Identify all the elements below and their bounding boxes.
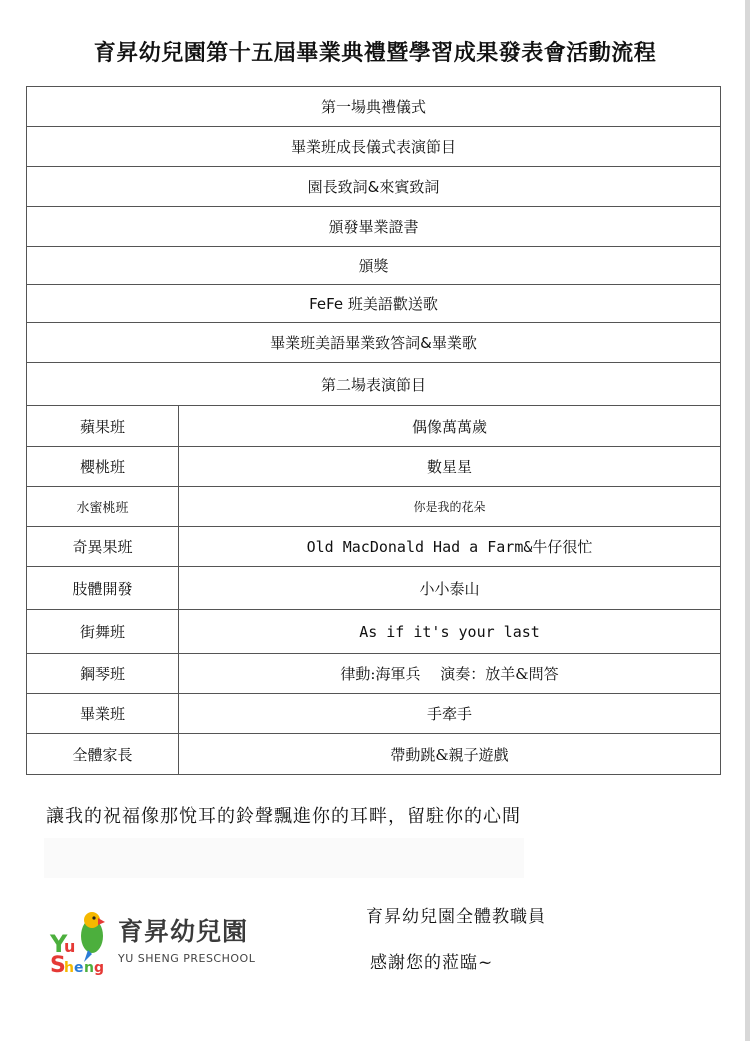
performance-title: 小小泰山	[419, 579, 480, 598]
performance-title: 手牽手	[426, 705, 472, 723]
ceremony-item: 畢業班成長儀式表演節目	[290, 138, 456, 156]
performance-row	[26, 527, 721, 567]
performance-row	[26, 487, 721, 527]
ceremony-item: 畢業班美語畢業致答詞&畢業歌	[270, 334, 477, 352]
performance-row	[26, 406, 721, 447]
performance-title: 律動:海軍兵 演奏：放羊&問答	[340, 665, 559, 683]
performance-class: 櫻桃班	[27, 447, 179, 486]
ceremony-item: FeFe 班美語歡送歌	[309, 295, 438, 313]
performance-row	[26, 694, 721, 734]
staff-signature: 育昇幼兒園全體教職員	[366, 907, 546, 927]
performance-class: 畢業班	[27, 694, 179, 733]
performance-class: 肢體開發	[27, 567, 179, 609]
ceremony-row	[26, 247, 721, 285]
ceremony-row	[26, 285, 721, 323]
performance-class: 水蜜桃班	[27, 487, 179, 526]
ceremony-row	[26, 207, 721, 247]
performance-row	[26, 567, 721, 610]
performance-row	[26, 654, 721, 694]
ceremony-row	[26, 363, 721, 406]
performance-class: 街舞班	[27, 610, 179, 653]
ceremony-row	[26, 167, 721, 207]
performance-title: 帶動跳&親子遊戲	[390, 745, 509, 764]
svg-text:e: e	[74, 960, 84, 976]
document-title: 育昇幼兒園第十五屆畢業典禮暨學習成果發表會活動流程	[93, 41, 657, 66]
performance-title: Old MacDonald Had a Farm&牛仔很忙	[306, 538, 593, 556]
school-logo	[48, 890, 338, 990]
program-table	[26, 86, 721, 775]
ceremony-item: 園長致詞&來賓致詞	[307, 178, 440, 196]
svg-text:n: n	[84, 960, 94, 976]
performance-class: 蘋果班	[27, 406, 179, 446]
logo-name: 育昇幼兒園	[118, 917, 249, 946]
performance-title: 數星星	[426, 458, 472, 476]
performance-title: As if it's your last	[359, 622, 540, 641]
svg-text:u: u	[64, 937, 76, 956]
ceremony-item: 頒發畢業證書	[328, 218, 419, 236]
background-band	[44, 838, 524, 878]
parrot-icon	[48, 890, 118, 990]
performance-title: 你是我的花朵	[413, 500, 486, 514]
ceremony-row	[26, 323, 721, 363]
ceremony-item: 第一場典禮儀式	[320, 98, 426, 116]
logo-english-name: YU SHENG PRESCHOOL	[118, 952, 256, 965]
svg-text:S: S	[50, 953, 66, 978]
blessing-text: 讓我的祝福像那悅耳的鈴聲飄進你的耳畔，留駐你的心間	[46, 806, 521, 827]
ceremony-row	[26, 87, 721, 127]
svg-text:h: h	[64, 960, 74, 976]
performance-class: 全體家長	[27, 734, 179, 774]
ceremony-row	[26, 127, 721, 167]
svg-text:Y: Y	[50, 930, 68, 958]
performance-class: 鋼琴班	[27, 654, 179, 693]
performance-row	[26, 610, 721, 654]
page-edge-shadow	[745, 0, 750, 1041]
performance-row	[26, 447, 721, 487]
svg-text:g: g	[94, 960, 105, 976]
performance-title: 偶像萬萬歲	[411, 417, 487, 436]
thanks-text: 感謝您的蒞臨~	[370, 953, 494, 973]
ceremony-item: 第二場表演節目	[320, 375, 426, 394]
performance-class: 奇異果班	[27, 527, 179, 566]
performance-row	[26, 734, 721, 775]
ceremony-item: 頒獎	[358, 257, 389, 275]
